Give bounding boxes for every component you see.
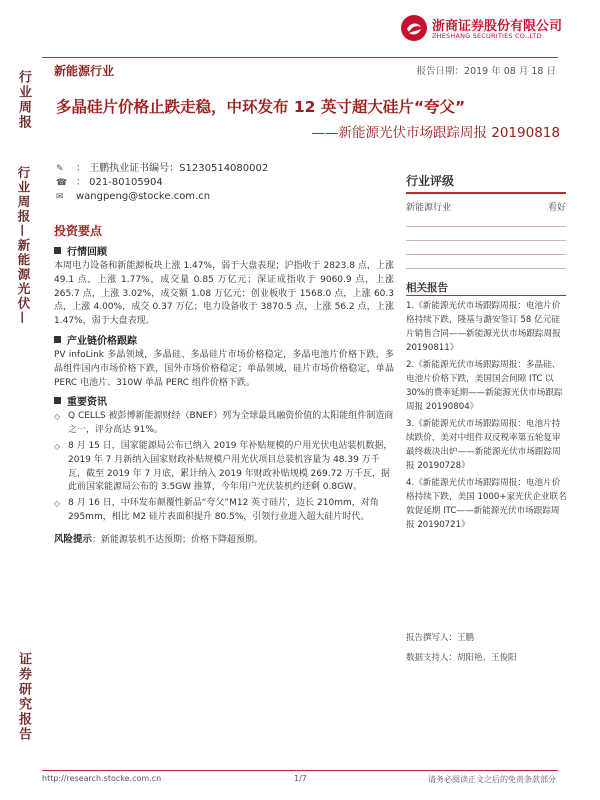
related-list xyxy=(406,299,568,535)
analyst-phone: ： 021-80105904 xyxy=(76,177,163,188)
rating-row xyxy=(406,200,566,213)
sidebar-bottom-label: 证券研究报告 xyxy=(16,652,31,742)
brand-mark-icon xyxy=(400,14,428,42)
square-bullet-icon xyxy=(54,247,61,254)
square-bullet-icon xyxy=(54,336,61,343)
data-support: 数据支持人：胡阳艳、王俊阳 xyxy=(406,653,517,663)
sector-label: 新能源行业 xyxy=(54,64,115,78)
header-rule xyxy=(42,57,558,58)
email-icon: ✉ xyxy=(56,192,64,202)
analyst-cert: ： 王鹏执业证书编号：S1230514080002 xyxy=(76,163,269,174)
related-item[interactable]: 1.《新能源光伏市场跟踪周报：电池片价格持续下跌，隆基与潞安签订 58 亿元硅片销售合同——新能源光伏市场跟踪周报 20190811》 xyxy=(406,301,561,353)
related-item[interactable]: 3.《新能源光伏市场跟踪周报：电池片持续跌价，美对中组件双反税率第五轮复审最终裁决出炉——新能源光伏市场跟踪周报 20190728》 xyxy=(406,419,561,471)
rating-panel xyxy=(406,172,566,269)
sidebar-middle-label: 行业周报—新能源光伏— xyxy=(16,166,31,326)
risk-note xyxy=(54,531,394,545)
analyst-block xyxy=(406,628,517,668)
chain-text: PV infoLink 多晶领域，多晶硅、多晶硅片市场价格稳定，多晶电池片价格下跌，多晶组件国内市场价格下跌，国外市场价格稳定；单晶领域，硅片市场价格稳定，单晶 PERC 电池片、310W 单晶 PERC 组件价格下跌。 xyxy=(54,349,394,388)
brand-logo xyxy=(400,14,590,48)
analyst-contact xyxy=(56,162,268,204)
section-title: 投资要点 xyxy=(54,224,103,238)
news-item: ◇ Q CELLS 被彭博新能源财经（BNEF）列为全球最具融资价值的太阳能组件制造商之一，评分高达 91%。 xyxy=(54,410,394,438)
rating-title: 行业评级 xyxy=(406,174,455,188)
news-heading: 重要资讯 xyxy=(54,393,394,408)
related-title: 相关报告 xyxy=(406,282,448,294)
related-item[interactable]: 4.《新能源光伏市场跟踪周报：电池片价格持续下跌，美国 1000+家光伏企业联名敦促延期 ITC——新能源光伏市场跟踪周报 20190721》 xyxy=(406,478,567,530)
phone-icon: ☎ xyxy=(56,178,68,188)
person-icon: ✎ xyxy=(56,164,64,174)
footer-url[interactable]: http://research.stocke.com.cn xyxy=(42,774,162,783)
rating-industry: 新能源行业 xyxy=(406,203,452,213)
page-number: 1/7 xyxy=(294,774,307,783)
market-heading: 行情回顾 xyxy=(54,243,394,258)
diamond-bullet-icon: ◇ xyxy=(54,499,61,509)
brand-name-en: ZHESHANG SECURITIES CO.,LTD xyxy=(432,32,542,40)
report-author: 报告撰写人：王鹏 xyxy=(406,633,475,643)
page-subtitle: ——新能源光伏市场跟踪周报 20190818 xyxy=(311,125,560,141)
related-rule xyxy=(406,295,566,296)
diamond-bullet-icon: ◇ xyxy=(54,441,61,451)
risk-text: ：新能源装机不达预期；价格下降超预期。 xyxy=(92,534,264,545)
analyst-email[interactable]: wangpeng@stocke.com.cn xyxy=(76,191,211,202)
rating-value: 看好 xyxy=(547,203,566,213)
news-item: ◇ 8 月 15 日，国家能源局公布已纳入 2019 年补贴规模的户用光伏电站装机数据，2019 年 7 月新纳入国家财政补贴规模户用光伏项目总装机容量为 48.39 万千瓦，截至 2019 年 7 月底，累计纳入 2019 年财政补贴规模 269.72 万千瓦，据此前国家能源局公布的 3.5GW 推算，今年用户光伏装机约还剩 0.8GW。 xyxy=(54,440,394,495)
news-item: ◇ 8 月 16 日，中环发布颠覆性新品“夸父”M12 英寸硅片，边长 210mm，对角 295mm，相比 M2 硅片表面积提升 80.5%，引领行业进入超大硅片时代。 xyxy=(54,497,394,525)
brand-name-cn: 浙商证券股份有限公司 xyxy=(432,19,563,34)
footer-disclaimer: 请务必阅读正文之后的免责条款部分 xyxy=(428,775,556,784)
rating-rule xyxy=(406,192,566,194)
footer-rule xyxy=(42,770,558,771)
main-content xyxy=(54,222,394,545)
rating-blank-lines xyxy=(406,226,566,269)
market-text: 本周电力设备和新能源板块上涨 1.47%，弱于大盘表现；沪指收于 2823.8 点，上涨 49.1 点，上涨 1.77%，成交量 0.85 万亿元；深证成指收于 9060.9 点，上涨 265.7 点，上涨 3.02%，成交额 1.08 万亿元；创业板收于 1568.0 点，上涨 60.3 点，上涨 4.00%，成交 0.37 万亿；电力设备收于 3870.5 点，上涨 56.2 点，上涨 1.47%，弱于大盘表现。 xyxy=(54,261,394,327)
risk-label: 风险提示 xyxy=(54,533,93,545)
diamond-bullet-icon: ◇ xyxy=(54,412,61,422)
page-title: 多晶硅片价格止跌走稳，中环发布 12 英寸超大硅片“夸父” xyxy=(56,98,466,116)
square-bullet-icon xyxy=(54,397,61,404)
sidebar-top-label: 行业周报 xyxy=(16,70,31,130)
chain-heading: 产业链价格跟踪 xyxy=(54,332,394,347)
report-date: 报告日期：2019 年 08 月 18 日 xyxy=(416,66,556,77)
related-item[interactable]: 2.《新能源光伏市场跟踪周报：多晶硅、电池片价格下跌，美国国会间隙 ITC 以 30%的费率延期——新能源光伏市场跟踪周报 20190804》 xyxy=(406,360,563,412)
